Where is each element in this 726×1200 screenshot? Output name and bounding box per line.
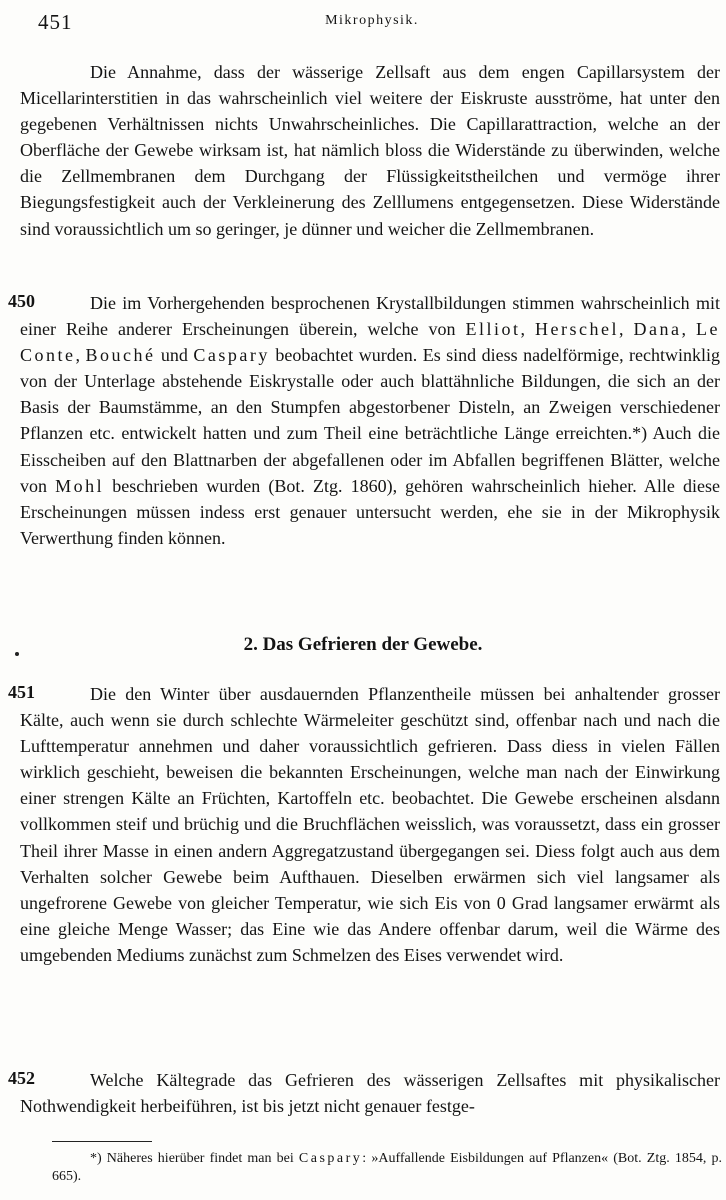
page-header — [38, 10, 706, 36]
page-number: 451 — [38, 10, 73, 34]
separator: , — [520, 319, 536, 340]
footnote-rest: : »Auffallende Eisbildungen auf Pflanzen« (Bot. Ztg. 1854, p. 665). — [52, 1151, 723, 1184]
running-title: Mikrophysik. — [325, 13, 419, 28]
paragraph-451: Die den Winter über ausdauernden Pflanzentheile müssen bei anhaltender grosser Kälte, auch wenn sie durch schlechte Wärmeleiter geschützt sind, offenbar nach und nach die Lufttemperatur annehmen und daher voraussichtlich gefrieren. Dass diess in vielen Fällen wirklich geschieht, beweisen die bekannten Erscheinungen, welche man nach der Einwirkung einer strengen Kälte an Früchten, Kartoffeln etc. beobachtet. Die Gewebe erscheinen alsdann vollkommen steif und brüchig und die Bruchflächen weisslich, was voraussetzt, dass ein grosser Theil ihrer Masse in einen andern Aggregatzustand übergegangen sei. Diess folgt auch aus dem Verhalten solcher Gewebe beim Aufthauen. Dieselben erwärmen sich viel langsamer als ungefrorene Gewebe von gleicher Temperatur, wie sich Eis von 0 Grad langsamer erwärmt als eine gleiche Menge Wasser; das Eine wie das Andere offenbar darum, weil die Wärme des umgebenden Mediums zunächst zum Schmelzen des Eises verwendet wird. — [20, 684, 720, 965]
person-name: Mohl — [55, 475, 105, 496]
paragraph-text: beobachtet wurden. Es sind diess nadelförmige, rechtwinklig von der Unterlage abstehende Eiskrystalle oder auch blattähnliche Bildungen, die sich an der Basis der Baumstämme, an den Stumpfen abgestorbener Disteln, an Zweigen verschiedener Pflanzen etc. entwickelt hatten und zum Theil eine beträchtliche Länge erreichten.*) Auch die Eisscheiben auf den Blattnarben der abgefallenen oder im Abfallen begriffenen Blätter, welche von — [20, 345, 721, 496]
paragraph-number-450: 450 — [8, 291, 35, 311]
person-name: Le Conte — [20, 319, 721, 366]
separator: , — [681, 319, 697, 340]
paragraph-450 — [20, 290, 720, 551]
person-name: Herschel — [535, 319, 619, 340]
footnote-rule — [52, 1141, 152, 1142]
paragraph-text: Die im Vorhergehenden besprochenen Krystallbildungen stimmen wahrscheinlich mit einer Reihe anderer Erscheinungen überein, welche von — [20, 293, 720, 340]
paragraph-text: beschrieben wurden (Bot. Ztg. 1860), gehören wahrscheinlich hieher. Alle diese Erscheinungen müssen indess erst genauer untersucht werden, ehe sie in der Mikrophysik Verwerthung finden können. — [20, 475, 720, 548]
paragraph-452: Welche Kältegrade das Gefrieren des wässerigen Zellsaftes mit physikalischer Nothwendigkeit herbeiführen, ist bis jetzt nicht genauer festge- — [20, 1070, 720, 1117]
paragraph-number-452: 452 — [8, 1068, 35, 1088]
paragraph-text: Die Annahme, dass der wässerige Zellsaft aus dem engen Capillarsystem der Micellarinterstitien in das wahrscheinlich viel weitere der Eiskruste ausströme, hat unter den gegebenen Verhältnissen nichts Unwahrscheinliches. Die Capillarattraction, welche an der Oberfläche der Gewebe wirksam ist, hat nämlich bloss die Widerstände zu überwinden, welche die Zellmembranen dem Durchgang der Flüssigkeitstheilchen und vermöge ihrer Biegungsfestigkeit auch der Verkleinerung des Zelllumens entgegensetzen. Diese Widerstände sind voraussichtlich um so geringer, je dünner und weicher die Zellmembranen. — [20, 62, 720, 239]
separator: , — [618, 319, 634, 340]
section-heading: 2. Das Gefrieren der Gewebe. — [243, 634, 483, 655]
footnote — [52, 1150, 722, 1186]
footnote-author: Caspary — [298, 1151, 363, 1166]
separator: und — [155, 345, 194, 366]
person-name: Bouché — [85, 345, 156, 366]
separator: , — [75, 345, 86, 366]
footnote-lead: *) Näheres hierüber findet man bei — [90, 1151, 299, 1166]
person-name: Elliot — [465, 319, 521, 340]
person-name: Caspary — [193, 345, 270, 366]
person-name: Dana — [633, 319, 682, 340]
paragraph-continuation — [20, 59, 720, 242]
paragraph-number-451: 451 — [8, 682, 35, 702]
